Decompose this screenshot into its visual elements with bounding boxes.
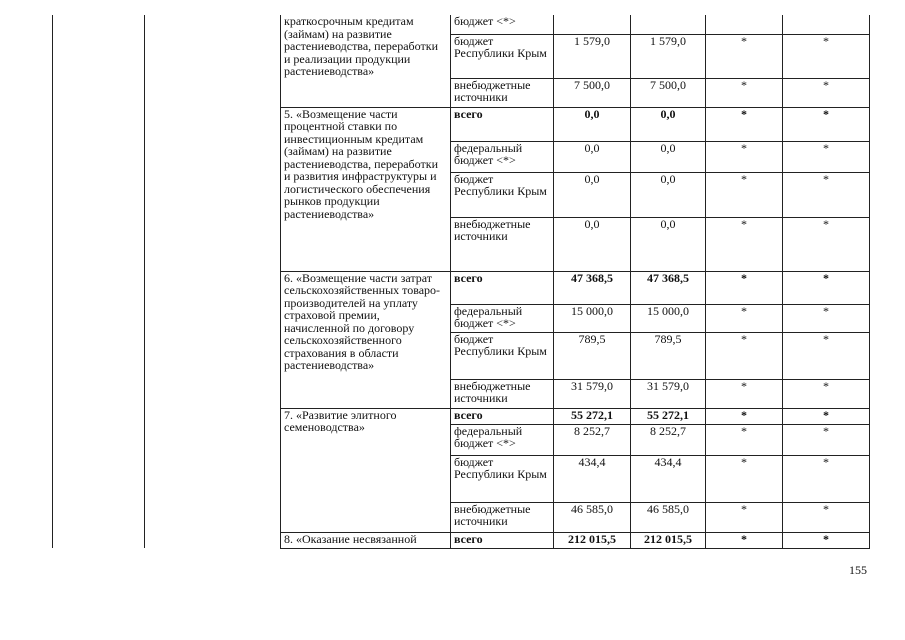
amount-year: 7 500,0: [631, 78, 706, 107]
indicator-mark: *: [706, 408, 783, 424]
indicator-mark: *: [783, 502, 870, 532]
amount-total: 0,0: [554, 141, 631, 172]
indicator-mark: *: [783, 532, 870, 548]
table-row: [53, 15, 870, 34]
funding-source: федеральный бюджет <*>: [451, 304, 554, 332]
measure-name: краткосрочным кредитам (займам) на развитие растениеводства, переработки и реализации продукции растениеводства»: [281, 15, 451, 107]
amount-year: 15 000,0: [631, 304, 706, 332]
indicator-mark: *: [783, 141, 870, 172]
amount-total: 31 579,0: [554, 379, 631, 408]
measure-name: 5. «Возмещение части процентной ставки по инвестиционным кредитам (займам) на развитие растениеводства, переработки и развития инфраструктуры и логистического обеспечения рынков продукции растениеводства»: [281, 107, 451, 271]
funding-source: бюджет Республики Крым: [451, 172, 554, 217]
indicator-mark: *: [783, 332, 870, 379]
indicator-mark: *: [783, 408, 870, 424]
amount-year: 0,0: [631, 141, 706, 172]
amount-total: 212 015,5: [554, 532, 631, 548]
funding-source: всего: [451, 107, 554, 141]
page-number: 155: [849, 563, 867, 577]
empty-col-2: [145, 15, 281, 548]
indicator-mark: [783, 15, 870, 34]
indicator-mark: *: [783, 78, 870, 107]
indicator-mark: *: [783, 172, 870, 217]
indicator-mark: *: [706, 332, 783, 379]
measure-name: 6. «Возмещение части затрат сельскохозяйственных товаро-производителей на уплату страховой премии, начисленной по договору сельскохозяйственного страхования в области растениеводства»: [281, 271, 451, 408]
funding-source: федеральный бюджет <*>: [451, 424, 554, 455]
funding-source: внебюджетные источники: [451, 502, 554, 532]
indicator-mark: *: [783, 379, 870, 408]
amount-year: 789,5: [631, 332, 706, 379]
indicator-mark: *: [706, 172, 783, 217]
indicator-mark: *: [783, 304, 870, 332]
indicator-mark: [706, 15, 783, 34]
indicator-mark: *: [706, 78, 783, 107]
amount-total: 434,4: [554, 455, 631, 502]
indicator-mark: *: [706, 107, 783, 141]
indicator-mark: *: [706, 455, 783, 502]
amount-total: 1 579,0: [554, 34, 631, 78]
funding-source: бюджет Республики Крым: [451, 34, 554, 78]
indicator-mark: *: [783, 455, 870, 502]
indicator-mark: *: [706, 304, 783, 332]
amount-total: 15 000,0: [554, 304, 631, 332]
funding-source: внебюджетные источники: [451, 379, 554, 408]
amount-year: 0,0: [631, 172, 706, 217]
indicator-mark: *: [783, 424, 870, 455]
amount-year: 434,4: [631, 455, 706, 502]
amount-total: 0,0: [554, 217, 631, 271]
indicator-mark: *: [706, 379, 783, 408]
amount-year: 0,0: [631, 217, 706, 271]
amount-total: 0,0: [554, 172, 631, 217]
funding-source: бюджет Республики Крым: [451, 332, 554, 379]
amount-year: 1 579,0: [631, 34, 706, 78]
indicator-mark: *: [783, 217, 870, 271]
funding-source: всего: [451, 271, 554, 304]
indicator-mark: *: [783, 107, 870, 141]
funding-source: всего: [451, 408, 554, 424]
indicator-mark: *: [706, 217, 783, 271]
indicator-mark: *: [783, 271, 870, 304]
amount-total: 7 500,0: [554, 78, 631, 107]
amount-total: 47 368,5: [554, 271, 631, 304]
indicator-mark: *: [706, 502, 783, 532]
indicator-mark: *: [706, 271, 783, 304]
amount-total: 55 272,1: [554, 408, 631, 424]
amount-year: 31 579,0: [631, 379, 706, 408]
empty-col-1: [53, 15, 145, 548]
funding-source: бюджет Республики Крым: [451, 455, 554, 502]
indicator-mark: *: [706, 532, 783, 548]
amount-year: 47 368,5: [631, 271, 706, 304]
amount-total: 789,5: [554, 332, 631, 379]
funding-source: федеральный бюджет <*>: [451, 141, 554, 172]
amount-year: [631, 15, 706, 34]
budget-table: [52, 15, 870, 549]
indicator-mark: *: [706, 141, 783, 172]
amount-total: 8 252,7: [554, 424, 631, 455]
funding-source: внебюджетные источники: [451, 78, 554, 107]
amount-total: [554, 15, 631, 34]
amount-year: 0,0: [631, 107, 706, 141]
amount-total: 0,0: [554, 107, 631, 141]
amount-total: 46 585,0: [554, 502, 631, 532]
indicator-mark: *: [783, 34, 870, 78]
measure-name: 7. «Развитие элитного семеноводства»: [281, 408, 451, 532]
amount-year: 55 272,1: [631, 408, 706, 424]
funding-source: всего: [451, 532, 554, 548]
amount-year: 8 252,7: [631, 424, 706, 455]
funding-source: внебюджетные источники: [451, 217, 554, 271]
indicator-mark: *: [706, 424, 783, 455]
amount-year: 46 585,0: [631, 502, 706, 532]
funding-source: бюджет <*>: [451, 15, 554, 34]
amount-year: 212 015,5: [631, 532, 706, 548]
indicator-mark: *: [706, 34, 783, 78]
measure-name: 8. «Оказание несвязанной: [281, 532, 451, 548]
